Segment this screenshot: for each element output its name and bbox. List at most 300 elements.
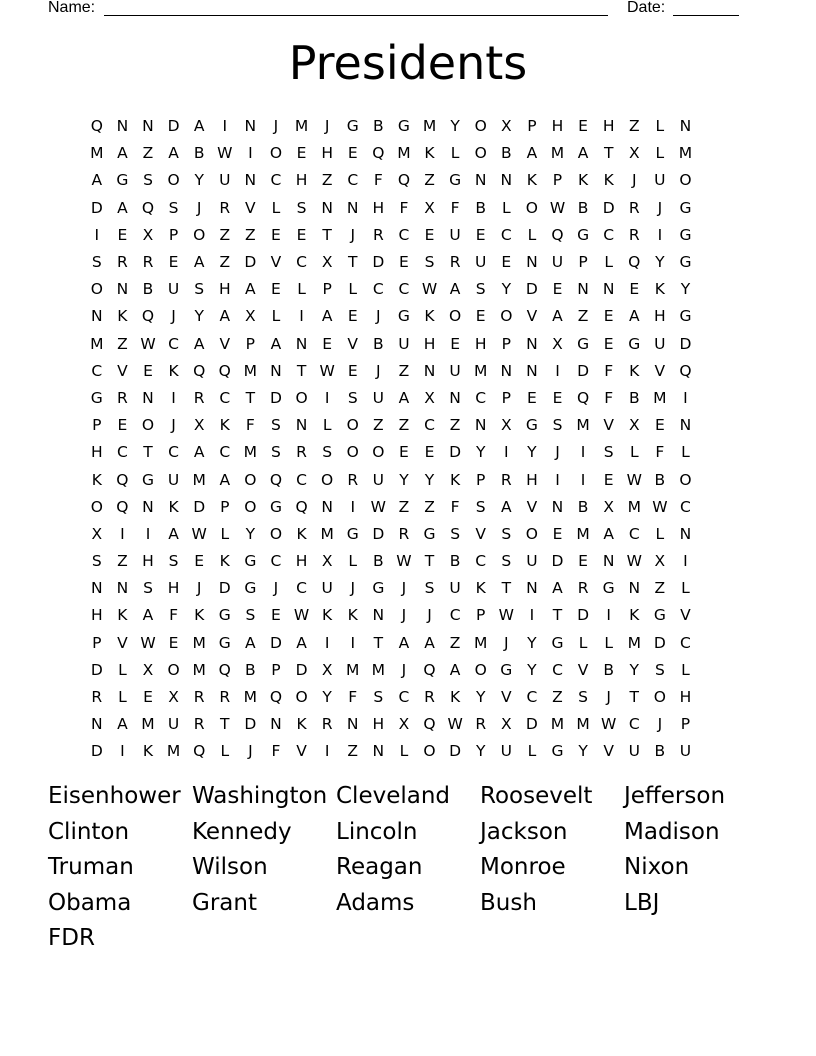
grid-letter: X [245, 307, 256, 326]
grid-letter: C [680, 633, 691, 652]
grid-letter: D [449, 443, 462, 462]
grid-letter: Z [398, 416, 410, 435]
grid-letter: Y [655, 253, 665, 272]
word-bank-item: LBJ [624, 889, 660, 916]
grid-letter: D [551, 552, 564, 571]
grid-letter: Q [397, 171, 411, 190]
grid-letter: N [244, 171, 257, 190]
grid-letter: F [399, 198, 409, 217]
grid-letter: M [371, 660, 386, 679]
grid-letter: E [168, 253, 179, 272]
grid-row [84, 575, 698, 602]
grid-letter: X [552, 334, 563, 353]
grid-letter: W [319, 361, 335, 380]
grid-letter: P [220, 497, 230, 516]
grid-letter: I [120, 742, 125, 761]
grid-row [84, 249, 698, 276]
grid-letter: B [245, 660, 256, 679]
grid-letter: I [324, 388, 330, 407]
grid-letter: Z [219, 225, 231, 244]
grid-letter: I [555, 361, 560, 380]
grid-letter: C [219, 443, 231, 462]
grid-letter: M [627, 633, 641, 652]
grid-letter: N [142, 497, 154, 516]
word-bank [48, 779, 768, 957]
grid-letter: J [376, 361, 381, 380]
grid-letter: B [193, 144, 205, 163]
grid-letter: E [450, 334, 460, 353]
grid-letter: J [324, 117, 330, 136]
grid-letter: H [372, 715, 385, 734]
grid-letter: I [555, 470, 560, 489]
grid-letter: R [91, 688, 103, 707]
grid-letter: P [92, 633, 102, 652]
grid-letter: L [271, 198, 281, 217]
grid-letter: D [679, 334, 692, 353]
grid-letter: K [629, 361, 640, 380]
grid-letter: O [474, 117, 487, 136]
grid-letter: M [474, 361, 488, 380]
grid-letter: O [372, 443, 385, 462]
grid-letter: J [171, 416, 176, 435]
grid-letter: O [346, 443, 359, 462]
grid-letter: N [526, 579, 538, 598]
grid-letter: L [322, 416, 332, 435]
grid-letter: J [273, 117, 279, 136]
grid-letter: W [191, 524, 207, 543]
grid-letter: K [142, 742, 154, 761]
grid-letter: A [321, 307, 333, 326]
grid-letter: V [526, 497, 538, 516]
grid-letter: D [525, 715, 538, 734]
grid-letter: Q [372, 144, 385, 163]
grid-letter: A [424, 633, 435, 652]
grid-letter: A [117, 198, 128, 217]
grid-letter: A [577, 144, 589, 163]
grid-letter: G [449, 171, 462, 190]
grid-letter: U [500, 742, 512, 761]
grid-letter: S [347, 388, 358, 407]
grid-letter: G [90, 388, 103, 407]
grid-letter: C [91, 361, 103, 380]
grid-letter: E [552, 280, 563, 299]
grid-letter: I [324, 633, 330, 652]
grid-letter: Q [551, 225, 564, 244]
word-bank-item: Truman [48, 854, 134, 881]
grid-letter: R [219, 688, 231, 707]
grid-letter: Z [347, 742, 359, 761]
grid-letter: P [322, 280, 332, 299]
grid-letter: H [602, 117, 615, 136]
grid-letter: C [168, 334, 179, 353]
grid-letter: A [168, 144, 179, 163]
grid-letter: Q [141, 198, 155, 217]
grid-letter: R [193, 715, 205, 734]
grid-letter: L [348, 280, 358, 299]
grid-letter: H [321, 144, 333, 163]
grid-letter: D [577, 606, 590, 625]
grid-letter: J [401, 579, 407, 598]
grid-letter: I [350, 497, 356, 516]
grid-letter: O [321, 470, 334, 489]
grid-letter: W [140, 633, 156, 652]
grid-letter: C [398, 225, 410, 244]
grid-letter: S [271, 443, 281, 462]
grid-letter: L [681, 660, 690, 679]
grid-letter: Y [399, 470, 409, 489]
grid-letter: T [296, 361, 307, 380]
grid-letter: E [347, 144, 358, 163]
grid-letter: E [117, 225, 128, 244]
grid-letter: L [527, 742, 537, 761]
grid-letter: O [244, 497, 257, 516]
grid-letter: P [501, 334, 511, 353]
grid-letter: K [450, 688, 461, 707]
grid-letter: U [372, 388, 384, 407]
grid-letter: A [526, 144, 538, 163]
grid-letter: M [166, 742, 181, 761]
grid-letter: K [526, 171, 537, 190]
grid-letter: X [603, 497, 614, 516]
grid-letter: D [653, 633, 666, 652]
grid-letter: L [450, 144, 460, 163]
grid-letter: O [295, 688, 308, 707]
grid-letter: Q [423, 660, 436, 679]
grid-letter: H [526, 470, 538, 489]
grid-letter: C [270, 171, 282, 190]
grid-letter: E [552, 524, 563, 543]
grid-letter: N [526, 334, 538, 353]
grid-letter: C [628, 715, 640, 734]
grid-letter: Q [218, 660, 231, 679]
grid-letter: K [450, 470, 461, 489]
grid-letter: S [245, 606, 256, 625]
grid-letter: S [168, 552, 179, 571]
grid-letter: M [346, 660, 360, 679]
grid-row [84, 358, 698, 385]
grid-letter: L [297, 280, 306, 299]
grid-letter: E [347, 307, 358, 326]
grid-letter: N [500, 361, 513, 380]
grid-letter: B [373, 334, 384, 353]
grid-letter: X [654, 552, 666, 571]
grid-letter: H [474, 334, 487, 353]
word-bank-item: FDR [48, 925, 95, 952]
grid-letter: G [551, 742, 564, 761]
grid-letter: A [296, 633, 307, 652]
grid-letter: Q [193, 361, 206, 380]
grid-letter: V [270, 253, 282, 272]
grid-letter: N [551, 497, 564, 516]
grid-letter: E [322, 334, 333, 353]
grid-letter: H [372, 198, 385, 217]
grid-letter: K [296, 524, 307, 543]
grid-letter: E [194, 552, 205, 571]
grid-letter: L [629, 443, 639, 462]
grid-letter: D [90, 198, 103, 217]
grid-letter: C [270, 552, 282, 571]
grid-letter: H [167, 579, 180, 598]
grid-letter: R [449, 253, 461, 272]
grid-letter: O [244, 470, 257, 489]
grid-letter: N [321, 198, 333, 217]
grid-letter: K [296, 715, 307, 734]
grid-letter: A [398, 388, 410, 407]
grid-letter: O [474, 660, 487, 679]
grid-letter: H [295, 552, 308, 571]
grid-letter: I [683, 388, 688, 407]
grid-letter: J [657, 198, 663, 217]
grid-letter: N [270, 361, 282, 380]
grid-letter: J [657, 715, 663, 734]
grid-letter: G [577, 334, 590, 353]
grid-letter: N [602, 552, 615, 571]
word-bank-item: Adams [336, 889, 415, 916]
grid-letter: E [168, 633, 179, 652]
grid-letter: G [551, 633, 564, 652]
grid-letter: S [424, 579, 435, 598]
grid-row [84, 602, 698, 629]
grid-letter: G [218, 633, 231, 652]
grid-letter: S [578, 688, 588, 707]
grid-letter: V [117, 361, 128, 380]
grid-letter: Q [628, 253, 641, 272]
grid-letter: B [373, 552, 384, 571]
grid-letter: T [424, 552, 435, 571]
grid-letter: I [683, 552, 688, 571]
grid-letter: I [248, 144, 253, 163]
grid-letter: C [680, 497, 691, 516]
grid-letter: V [117, 633, 128, 652]
grid-letter: R [321, 715, 333, 734]
name-blank-line [104, 15, 608, 16]
grid-letter: Q [141, 307, 155, 326]
grid-letter: A [500, 497, 512, 516]
grid-letter: T [373, 633, 384, 652]
grid-letter: A [270, 334, 282, 353]
grid-letter: S [373, 688, 384, 707]
grid-letter: N [346, 198, 359, 217]
grid-letter: S [450, 524, 461, 543]
grid-letter: X [321, 552, 333, 571]
grid-letter: Y [629, 660, 639, 679]
grid-letter: B [475, 198, 487, 217]
grid-letter: B [603, 660, 614, 679]
grid-letter: V [577, 660, 589, 679]
grid-letter: D [90, 660, 103, 679]
grid-row [84, 140, 698, 167]
grid-letter: V [296, 742, 307, 761]
grid-letter: Y [527, 443, 537, 462]
grid-letter: O [500, 307, 513, 326]
grid-letter: H [679, 688, 692, 707]
grid-letter: N [142, 117, 154, 136]
grid-letter: T [552, 606, 563, 625]
grid-row [84, 657, 698, 684]
grid-letter: O [679, 171, 692, 190]
grid-letter: L [220, 524, 230, 543]
grid-letter: Y [245, 524, 256, 543]
grid-letter: R [193, 388, 205, 407]
grid-letter: K [347, 606, 358, 625]
grid-letter: F [373, 171, 383, 190]
grid-letter: M [243, 688, 258, 707]
grid-letter: G [244, 552, 257, 571]
grid-letter: O [269, 144, 283, 163]
grid-letter: K [117, 606, 128, 625]
grid-letter: O [90, 497, 103, 516]
grid-letter: P [501, 388, 511, 407]
word-bank-item: Lincoln [336, 818, 418, 845]
grid-letter: U [654, 171, 666, 190]
grid-letter: C [296, 470, 307, 489]
grid-letter: N [526, 253, 538, 272]
grid-letter: Z [398, 497, 410, 516]
grid-letter: T [603, 144, 614, 163]
grid-letter: F [169, 606, 179, 625]
grid-letter: W [217, 144, 233, 163]
word-bank-item: Nixon [624, 854, 690, 881]
grid-letter: B [654, 742, 666, 761]
grid-letter: L [399, 742, 409, 761]
grid-letter: H [142, 552, 154, 571]
grid-letter: E [117, 416, 128, 435]
grid-letter: R [142, 253, 154, 272]
grid-row [84, 439, 698, 466]
grid-letter: S [143, 171, 153, 190]
grid-letter: D [269, 633, 282, 652]
grid-letter: R [628, 198, 640, 217]
grid-letter: L [604, 253, 613, 272]
grid-letter: X [500, 715, 512, 734]
grid-letter: T [245, 388, 256, 407]
grid-letter: Z [628, 117, 640, 136]
grid-letter: I [94, 225, 100, 244]
grid-letter: Q [90, 117, 103, 136]
word-bank-item: Clinton [48, 818, 130, 845]
grid-letter: C [500, 225, 512, 244]
grid-letter: X [168, 688, 179, 707]
grid-letter: P [552, 171, 563, 190]
grid-letter: J [273, 579, 279, 598]
grid-letter: L [220, 742, 230, 761]
grid-letter: L [501, 198, 511, 217]
grid-letter: B [577, 497, 589, 516]
grid-letter: G [397, 117, 410, 136]
grid-letter: Z [117, 552, 128, 571]
grid-letter: T [322, 225, 332, 244]
name-label: Name: [48, 0, 96, 16]
grid-letter: G [500, 660, 513, 679]
grid-letter: H [90, 443, 103, 462]
grid-letter: G [602, 579, 615, 598]
grid-letter: C [475, 552, 487, 571]
grid-letter: X [321, 660, 333, 679]
grid-row [84, 412, 698, 439]
grid-letter: G [525, 416, 538, 435]
grid-letter: C [398, 688, 410, 707]
grid-letter: U [475, 253, 487, 272]
grid-letter: O [346, 416, 359, 435]
grid-letter: O [525, 198, 538, 217]
grid-letter: N [602, 280, 615, 299]
grid-letter: B [142, 280, 154, 299]
grid-letter: D [218, 579, 231, 598]
grid-letter: M [141, 715, 155, 734]
grid-letter: X [424, 198, 435, 217]
grid-letter: Q [116, 470, 129, 489]
grid-letter: C [168, 443, 179, 462]
grid-letter: S [475, 497, 486, 516]
grid-letter: E [296, 225, 307, 244]
grid-letter: K [117, 307, 128, 326]
grid-letter: M [678, 144, 693, 163]
grid-letter: L [271, 307, 281, 326]
grid-letter: O [90, 280, 103, 299]
grid-letter: O [167, 171, 180, 190]
grid-letter: V [475, 524, 486, 543]
word-bank-item: Bush [480, 889, 537, 916]
grid-letter: L [655, 524, 665, 543]
grid-letter: O [449, 307, 462, 326]
grid-letter: E [654, 416, 665, 435]
grid-letter: Z [219, 253, 231, 272]
grid-letter: U [398, 334, 410, 353]
grid-letter: P [168, 225, 179, 244]
grid-letter: C [219, 388, 231, 407]
grid-letter: A [117, 715, 128, 734]
grid-row [84, 276, 698, 303]
grid-letter: M [550, 715, 565, 734]
grid-letter: X [142, 225, 154, 244]
grid-letter: X [321, 253, 333, 272]
word-bank-item: Madison [624, 818, 720, 845]
grid-letter: U [551, 253, 564, 272]
grid-letter: W [140, 334, 156, 353]
grid-letter: O [295, 388, 308, 407]
grid-letter: E [296, 144, 307, 163]
grid-letter: A [193, 117, 205, 136]
grid-letter: U [679, 742, 692, 761]
grid-letter: K [424, 144, 435, 163]
grid-letter: U [219, 171, 231, 190]
grid-letter: Y [322, 688, 332, 707]
grid-letter: M [243, 361, 258, 380]
grid-letter: R [296, 443, 307, 462]
grid-letter: K [629, 606, 640, 625]
grid-letter: S [91, 253, 102, 272]
grid-letter: Z [424, 497, 435, 516]
grid-letter: X [398, 715, 410, 734]
worksheet-header [0, 0, 816, 22]
grid-letter: E [399, 253, 409, 272]
grid-letter: I [350, 633, 356, 652]
grid-letter: S [654, 660, 665, 679]
grid-letter: M [90, 144, 104, 163]
grid-letter: Y [527, 633, 537, 652]
grid-letter: E [501, 253, 512, 272]
grid-letter: A [168, 524, 179, 543]
grid-letter: Z [117, 334, 128, 353]
grid-letter: E [271, 280, 281, 299]
grid-letter: W [447, 715, 463, 734]
date-label: Date: [627, 0, 666, 16]
word-bank-item: Wilson [192, 854, 268, 881]
grid-letter: C [475, 388, 487, 407]
grid-letter: D [525, 280, 538, 299]
grid-row [84, 222, 698, 249]
grid-letter: A [193, 334, 205, 353]
